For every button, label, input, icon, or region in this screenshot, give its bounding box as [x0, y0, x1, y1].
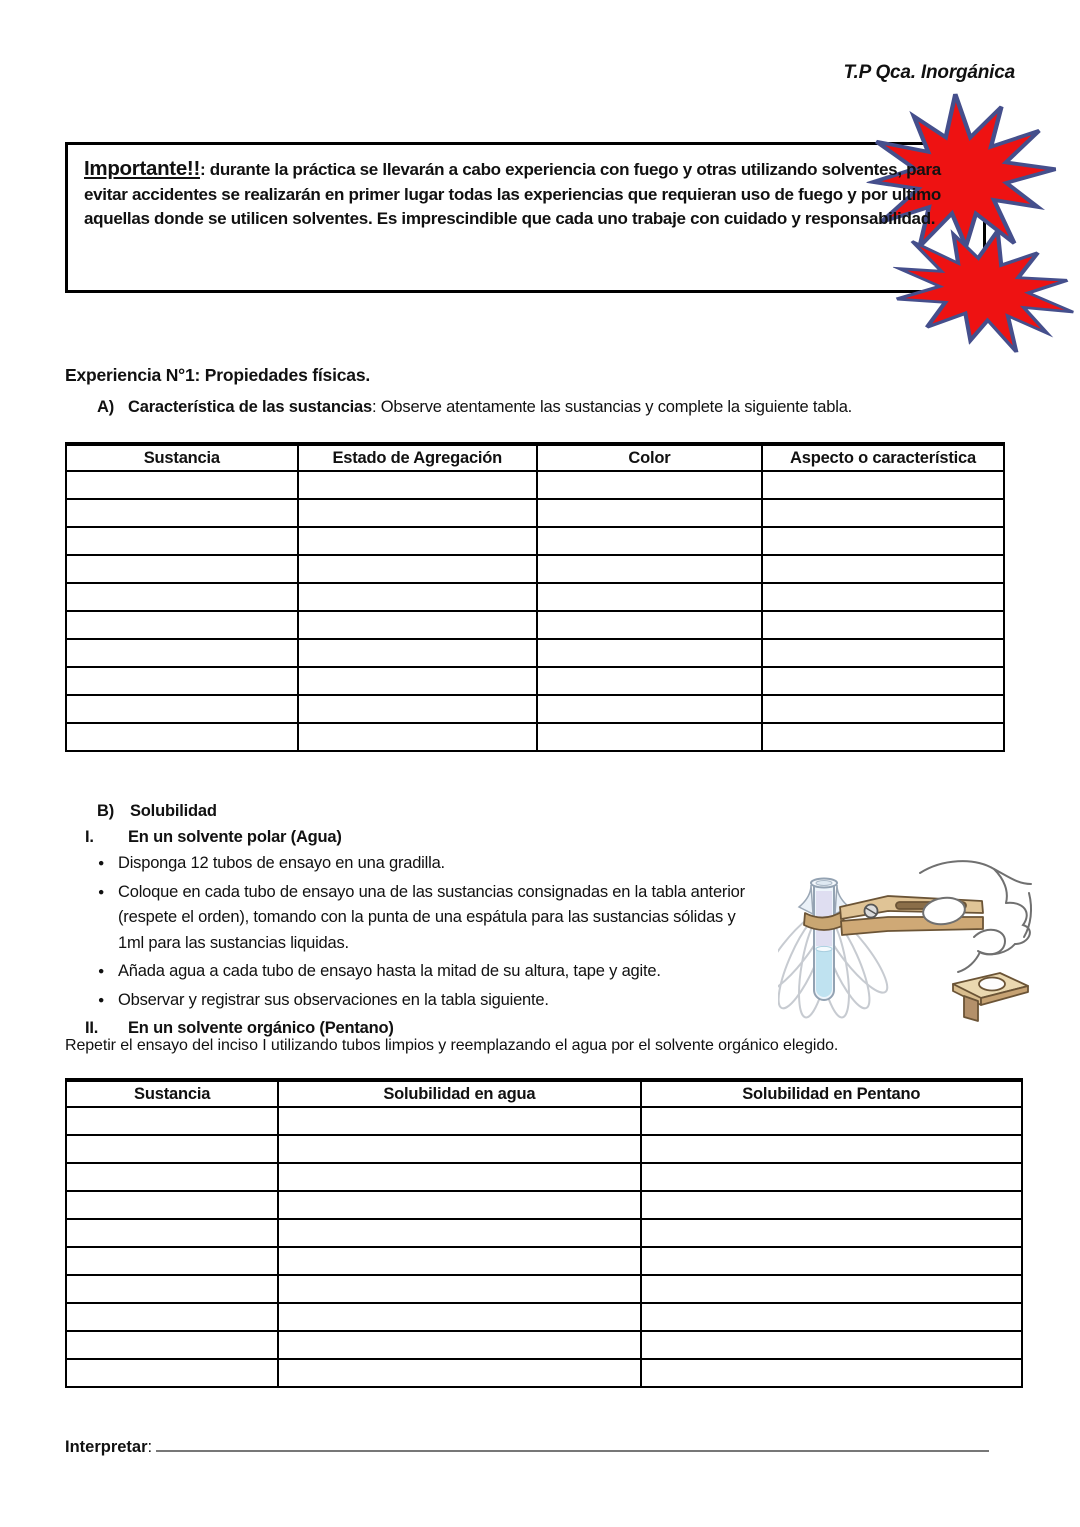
- table-row: [66, 611, 1004, 639]
- table-row: [66, 1107, 1022, 1135]
- properties-table: [65, 442, 1005, 752]
- empty-cell: [537, 499, 762, 527]
- interpret-label: Interpretar: [65, 1438, 148, 1456]
- empty-cell: [298, 499, 537, 527]
- empty-cell: [298, 611, 537, 639]
- table-row: [66, 583, 1004, 611]
- table-header-row: [66, 1080, 1022, 1107]
- interpret-line: [65, 1438, 989, 1457]
- column-header: Sustancia: [66, 444, 298, 471]
- table-row: [66, 1135, 1022, 1163]
- empty-cell: [66, 1163, 278, 1191]
- experiment-title: Experiencia N°1: Propiedades físicas.: [65, 365, 371, 385]
- column-header: Sustancia: [66, 1080, 278, 1107]
- empty-cell: [641, 1247, 1022, 1275]
- empty-cell: [66, 1219, 278, 1247]
- table-row: [66, 471, 1004, 499]
- empty-cell: [298, 471, 537, 499]
- interpret-separator: :: [147, 1438, 153, 1456]
- table-row: [66, 1163, 1022, 1191]
- item-i-title: En un solvente polar (Agua): [128, 828, 342, 846]
- empty-cell: [762, 471, 1004, 499]
- empty-cell: [278, 1331, 640, 1359]
- empty-cell: [641, 1135, 1022, 1163]
- table-row: [66, 695, 1004, 723]
- section-a-title: Característica de las sustancias: [128, 398, 373, 416]
- empty-cell: [278, 1191, 640, 1219]
- section-a-label: A): [97, 398, 115, 416]
- empty-cell: [537, 723, 762, 751]
- empty-cell: [762, 639, 1004, 667]
- table-row: [66, 1219, 1022, 1247]
- table-row: [66, 1275, 1022, 1303]
- empty-cell: [537, 471, 762, 499]
- empty-cell: [762, 611, 1004, 639]
- empty-cell: [537, 555, 762, 583]
- item-i-label: I.: [85, 828, 94, 846]
- item-ii-title: En un solvente orgánico (Pentano): [128, 1019, 394, 1037]
- empty-cell: [298, 527, 537, 555]
- empty-cell: [278, 1163, 640, 1191]
- empty-cell: [298, 667, 537, 695]
- empty-cell: [278, 1107, 640, 1135]
- column-header: Solubilidad en Pentano: [641, 1080, 1022, 1107]
- empty-cell: [537, 695, 762, 723]
- page-title: T.P Qca. Inorgánica: [843, 62, 1015, 83]
- bullet-item: ● Coloque en cada tubo de ensayo una de las sustancias consignadas en la tabla anterior (respete el orden), tomando con la punta de una espátula para las sustancias sólidas y 1ml para las sustancias liquidas.: [97, 880, 759, 957]
- important-notice-body: : durante la práctica se llevarán a cabo experiencia con fuego y otras utilizando solventes, para evitar accidentes se realizarán en primer lugar todas las experiencias que requieran uso de fuego y por ultimo aquellas donde se utilicen solventes. Es imprescindible que cada uno trabaje con cuidado y responsabilidad.: [84, 160, 941, 229]
- table-header-row: [66, 444, 1004, 471]
- important-notice-box: [65, 142, 986, 293]
- bullet-item: ● Añada agua a cada tubo de ensayo hasta la mitad de su altura, tape y agite.: [97, 959, 759, 985]
- empty-cell: [762, 527, 1004, 555]
- solubility-section: [65, 799, 795, 1042]
- empty-cell: [537, 667, 762, 695]
- empty-cell: [298, 555, 537, 583]
- empty-cell: [66, 499, 298, 527]
- empty-cell: [66, 1275, 278, 1303]
- empty-cell: [298, 695, 537, 723]
- column-header: Solubilidad en agua: [278, 1080, 640, 1107]
- item-ii-label: II.: [85, 1019, 99, 1037]
- section-a-text: : Observe atentamente las sustancias y complete la siguiente tabla.: [372, 398, 853, 416]
- empty-cell: [66, 695, 298, 723]
- procedure-bullet-list: [97, 851, 759, 1013]
- empty-cell: [762, 667, 1004, 695]
- empty-cell: [66, 639, 298, 667]
- item-i-heading: [65, 825, 795, 850]
- empty-cell: [537, 527, 762, 555]
- empty-cell: [66, 471, 298, 499]
- empty-cell: [66, 555, 298, 583]
- empty-cell: [298, 639, 537, 667]
- table-row: [66, 1331, 1022, 1359]
- empty-cell: [66, 583, 298, 611]
- empty-cell: [66, 1135, 278, 1163]
- empty-cell: [537, 583, 762, 611]
- empty-cell: [278, 1359, 640, 1387]
- empty-cell: [537, 639, 762, 667]
- solubility-table: [65, 1078, 1023, 1388]
- empty-cell: [298, 723, 537, 751]
- empty-cell: [278, 1135, 640, 1163]
- empty-cell: [641, 1191, 1022, 1219]
- section-b-label: B): [97, 802, 115, 820]
- empty-cell: [66, 723, 298, 751]
- repeat-instruction-paragraph: Repetir el ensayo del inciso I utilizando tubos limpios y reemplazando el agua por el solvente orgánico elegido.: [65, 1037, 839, 1054]
- empty-cell: [641, 1107, 1022, 1135]
- table-row: [66, 1247, 1022, 1275]
- empty-cell: [66, 1359, 278, 1387]
- column-header: Aspecto o característica: [762, 444, 1004, 471]
- empty-cell: [66, 527, 298, 555]
- important-notice-title: Importante!!: [84, 157, 200, 180]
- table-row: [66, 1359, 1022, 1387]
- empty-cell: [762, 583, 1004, 611]
- empty-cell: [641, 1275, 1022, 1303]
- table-row: [66, 555, 1004, 583]
- answer-line: [156, 1438, 989, 1452]
- empty-cell: [278, 1247, 640, 1275]
- wooden-stand-icon: [953, 973, 1028, 1021]
- table-row: [66, 723, 1004, 751]
- table-row: [66, 1191, 1022, 1219]
- empty-cell: [641, 1359, 1022, 1387]
- section-b-title: Solubilidad: [130, 802, 217, 820]
- table-row: [66, 639, 1004, 667]
- empty-cell: [66, 1247, 278, 1275]
- empty-cell: [66, 611, 298, 639]
- empty-cell: [641, 1163, 1022, 1191]
- column-header: Color: [537, 444, 762, 471]
- bullet-item: ● Observar y registrar sus observaciones en la tabla siguiente.: [97, 988, 759, 1014]
- section-b-heading: [97, 799, 795, 824]
- test-tube-clamp-illustration: [778, 851, 1033, 1023]
- empty-cell: [537, 611, 762, 639]
- empty-cell: [66, 1107, 278, 1135]
- empty-cell: [278, 1303, 640, 1331]
- empty-cell: [66, 1191, 278, 1219]
- empty-cell: [278, 1219, 640, 1247]
- table-row: [66, 527, 1004, 555]
- empty-cell: [298, 583, 537, 611]
- table-row: [66, 499, 1004, 527]
- table-row: [66, 667, 1004, 695]
- empty-cell: [641, 1219, 1022, 1247]
- empty-cell: [762, 555, 1004, 583]
- section-a-heading: [97, 398, 852, 417]
- empty-cell: [762, 499, 1004, 527]
- important-notice-text: [84, 154, 969, 231]
- empty-cell: [641, 1303, 1022, 1331]
- column-header: Estado de Agregación: [298, 444, 537, 471]
- table-row: [66, 1303, 1022, 1331]
- empty-cell: [66, 1303, 278, 1331]
- empty-cell: [762, 695, 1004, 723]
- empty-cell: [66, 667, 298, 695]
- bullet-item: ● Disponga 12 tubos de ensayo en una gradilla.: [97, 851, 759, 877]
- empty-cell: [762, 723, 1004, 751]
- empty-cell: [66, 1331, 278, 1359]
- empty-cell: [641, 1331, 1022, 1359]
- empty-cell: [278, 1275, 640, 1303]
